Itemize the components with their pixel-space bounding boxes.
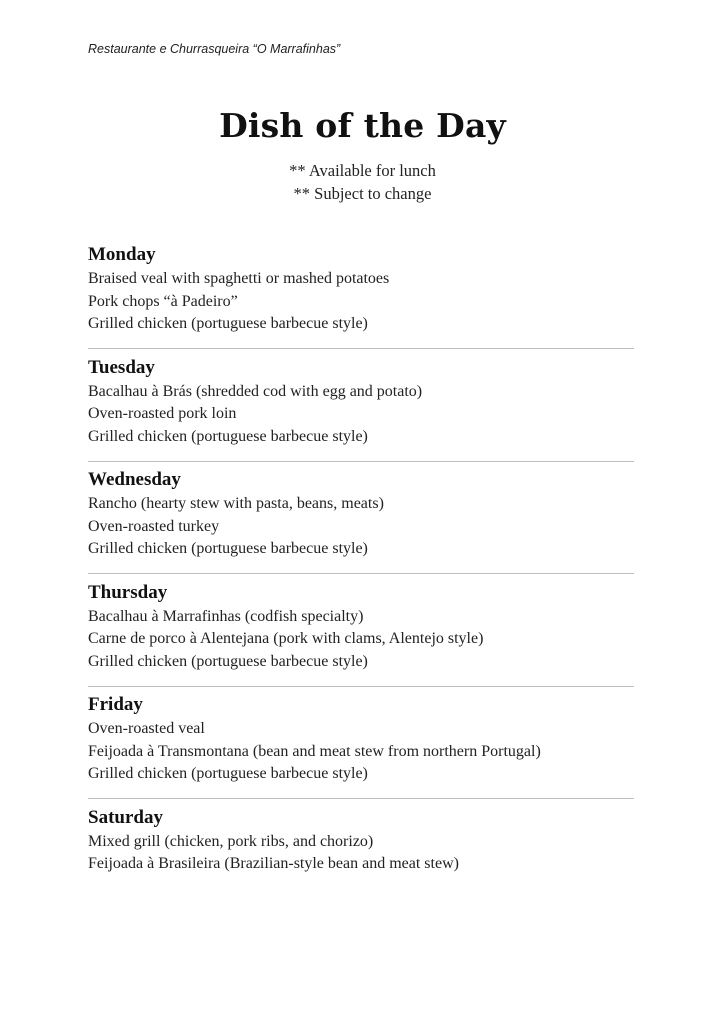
day-section-friday <box>88 692 634 805</box>
section-divider <box>88 573 634 574</box>
dish-item: Grilled chicken (portuguese barbecue style) <box>88 315 368 332</box>
dish-item: Mixed grill (chicken, pork ribs, and chorizo) <box>88 832 374 850</box>
day-heading: Tuesday <box>88 356 155 378</box>
page-title: Dish of the Day <box>219 106 506 145</box>
dish-item: Rancho (hearty stew with pasta, beans, meats) <box>88 495 384 512</box>
day-heading: Monday <box>88 244 156 265</box>
dish-item: Oven-roasted pork loin <box>88 405 237 422</box>
section-divider <box>88 461 634 462</box>
restaurant-name-header: Restaurante e Churrasqueira “O Marrafinhas” <box>88 42 341 56</box>
dish-item: Grilled chicken (portuguese barbecue style) <box>88 765 368 782</box>
dish-item: Carne de porco à Alentejana (pork with clams, Alentejo style) <box>88 630 484 647</box>
dish-item: Feijoada à Transmontana (bean and meat stew from northern Portugal) <box>88 742 541 760</box>
day-heading: Wednesday <box>88 469 181 490</box>
section-divider <box>88 686 634 687</box>
section-divider <box>88 348 634 349</box>
dish-item: Grilled chicken (portuguese barbecue style) <box>88 652 368 670</box>
dish-item: Oven-roasted veal <box>88 720 205 737</box>
note-subject-to-change: ** Subject to change <box>293 184 432 203</box>
dish-item: Grilled chicken (portuguese barbecue style) <box>88 540 368 557</box>
section-divider <box>88 798 634 799</box>
dish-item: Bacalhau à Marrafinhas (codfish specialty) <box>88 607 364 625</box>
note-available-lunch: ** Available for lunch <box>289 161 436 180</box>
weekly-menu <box>88 242 634 917</box>
dish-item: Braised veal with spaghetti or mashed potatoes <box>88 270 390 287</box>
dish-item: Grilled chicken (portuguese barbecue style) <box>88 427 368 445</box>
day-section-wednesday <box>88 467 634 580</box>
day-section-saturday <box>88 805 634 918</box>
day-section-tuesday <box>88 355 634 468</box>
day-section-thursday <box>88 580 634 693</box>
day-heading: Thursday <box>88 581 168 603</box>
availability-notes <box>0 159 725 205</box>
day-heading: Saturday <box>88 806 163 828</box>
dish-item: Oven-roasted turkey <box>88 517 220 535</box>
dish-item: Feijoada à Brasileira (Brazilian-style bean and meat stew) <box>88 855 459 872</box>
dish-item: Pork chops “à Padeiro” <box>88 292 238 310</box>
day-heading: Friday <box>88 694 143 715</box>
day-section-monday <box>88 242 634 355</box>
dish-item: Bacalhau à Brás (shredded cod with egg and potato) <box>88 382 423 400</box>
